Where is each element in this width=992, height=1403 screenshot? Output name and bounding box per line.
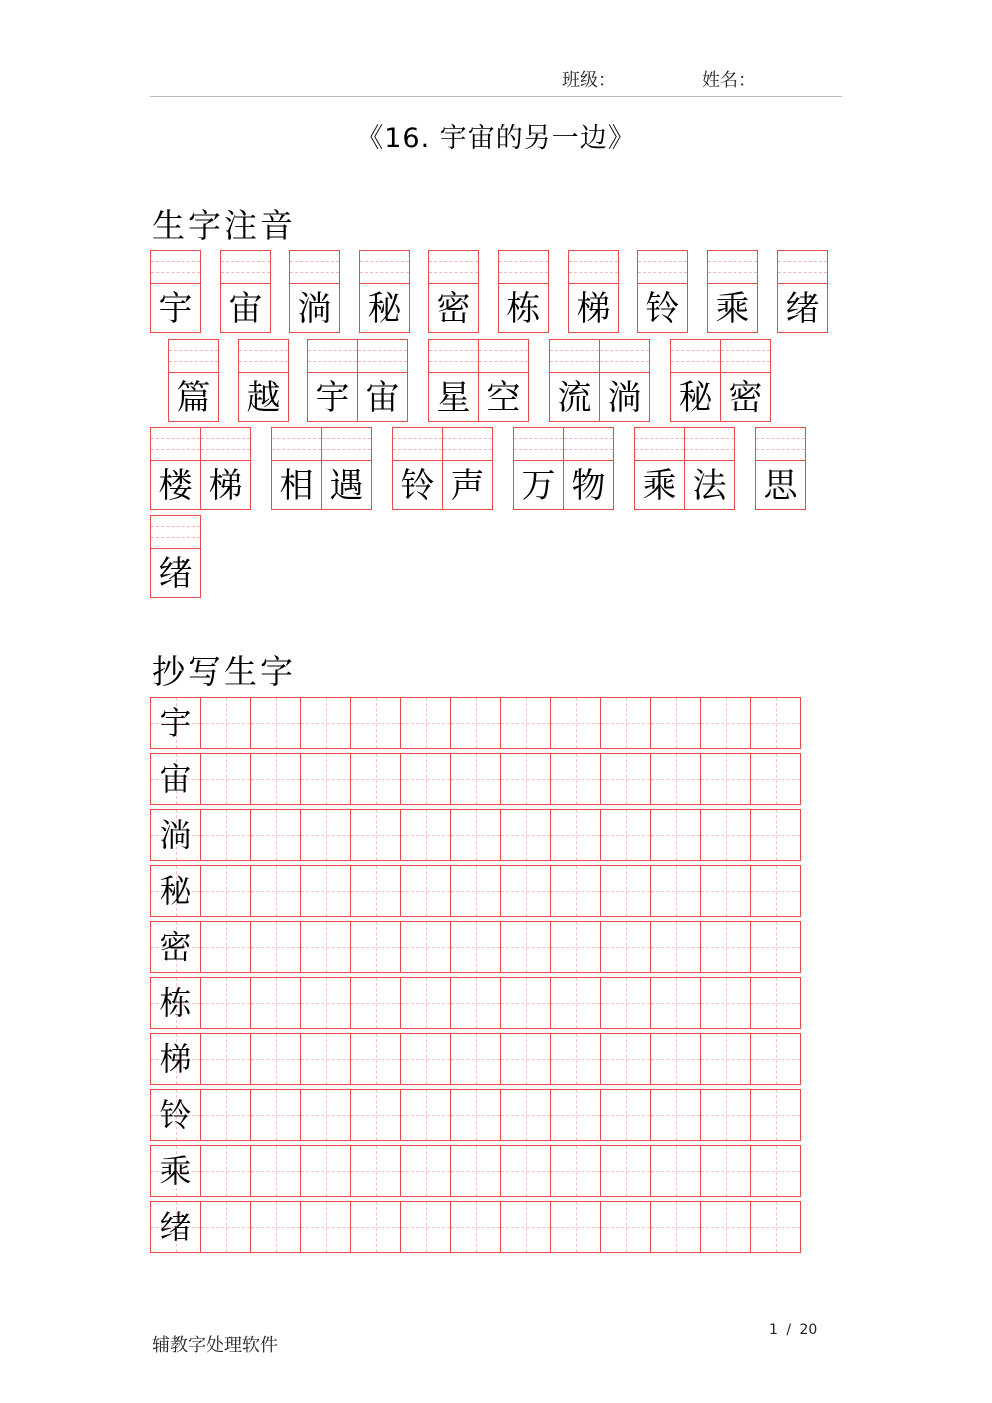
writing-cell[interactable] xyxy=(750,753,801,805)
pinyin-cell xyxy=(150,515,201,598)
writing-cell[interactable] xyxy=(750,1201,801,1253)
writing-cell[interactable] xyxy=(600,1145,651,1197)
writing-cell[interactable] xyxy=(550,921,601,973)
writing-cell[interactable] xyxy=(600,1201,651,1253)
writing-cell[interactable] xyxy=(700,1201,751,1253)
writing-cell[interactable] xyxy=(550,697,601,749)
copy-row xyxy=(150,809,818,861)
character-label: 铃 xyxy=(400,466,435,506)
writing-cell[interactable] xyxy=(200,1089,251,1141)
pinyin-cell xyxy=(150,250,201,333)
writing-cell[interactable] xyxy=(700,809,751,861)
character-label: 宙 xyxy=(228,289,263,329)
writing-cell[interactable] xyxy=(450,921,501,973)
pinyin-writing-lines[interactable] xyxy=(151,516,200,549)
page-title: 《16. 宇宙的另一边》 xyxy=(356,123,636,154)
writing-cell[interactable] xyxy=(600,921,651,973)
pinyin-cell xyxy=(777,250,828,333)
writing-cell[interactable] xyxy=(350,977,401,1029)
model-character: 密 xyxy=(159,928,192,966)
copy-row xyxy=(150,1201,818,1253)
pinyin-writing-lines[interactable] xyxy=(201,428,250,461)
writing-cell[interactable] xyxy=(750,1145,801,1197)
writing-cell[interactable] xyxy=(700,697,751,749)
character-label: 秘 xyxy=(678,378,713,418)
pinyin-writing-lines[interactable] xyxy=(272,428,321,461)
model-character-cell xyxy=(150,1089,201,1141)
writing-cell[interactable] xyxy=(200,1033,251,1085)
name-label: 姓名： xyxy=(702,70,756,91)
pinyin-cell xyxy=(307,339,358,422)
character-label: 楼 xyxy=(158,466,193,506)
pinyin-word-box xyxy=(513,427,614,510)
pinyin-writing-lines[interactable] xyxy=(151,251,200,284)
pinyin-cell xyxy=(563,427,614,510)
pinyin-cell xyxy=(707,250,758,333)
model-character-cell xyxy=(150,753,201,805)
writing-cell[interactable] xyxy=(250,1201,301,1253)
character-label: 越 xyxy=(246,378,281,418)
pinyin-word-box xyxy=(289,250,340,333)
writing-cell[interactable] xyxy=(500,753,551,805)
writing-cell[interactable] xyxy=(450,1033,501,1085)
character-label: 相 xyxy=(279,466,314,506)
writing-cell[interactable] xyxy=(200,697,251,749)
writing-cell[interactable] xyxy=(450,1145,501,1197)
pinyin-cell xyxy=(428,250,479,333)
writing-cell[interactable] xyxy=(700,865,751,917)
pinyin-writing-lines[interactable] xyxy=(600,340,649,373)
model-character-cell xyxy=(150,1145,201,1197)
character-label: 星 xyxy=(436,378,471,418)
writing-cell[interactable] xyxy=(750,921,801,973)
pinyin-word-box xyxy=(670,339,771,422)
pinyin-word-box xyxy=(755,427,806,510)
writing-cell[interactable] xyxy=(450,697,501,749)
writing-cell[interactable] xyxy=(250,1145,301,1197)
pinyin-cell xyxy=(321,427,372,510)
pinyin-writing-lines[interactable] xyxy=(756,428,805,461)
pinyin-word-box xyxy=(707,250,758,333)
writing-cell[interactable] xyxy=(400,1089,451,1141)
writing-cell[interactable] xyxy=(650,865,701,917)
character-label: 铃 xyxy=(645,289,680,329)
pinyin-word-box xyxy=(634,427,735,510)
writing-cell[interactable] xyxy=(700,1089,751,1141)
character-label: 思 xyxy=(763,466,798,506)
copy-row xyxy=(150,921,818,973)
writing-cell[interactable] xyxy=(500,921,551,973)
writing-cell[interactable] xyxy=(600,1089,651,1141)
pinyin-cell xyxy=(392,427,443,510)
writing-cell[interactable] xyxy=(400,1145,451,1197)
writing-cell[interactable] xyxy=(400,697,451,749)
writing-cell[interactable] xyxy=(700,1145,751,1197)
pinyin-cell xyxy=(289,250,340,333)
pinyin-writing-lines[interactable] xyxy=(308,340,357,373)
character-label: 法 xyxy=(692,466,727,506)
writing-cell[interactable] xyxy=(650,753,701,805)
pinyin-word-box xyxy=(568,250,619,333)
pinyin-cell xyxy=(442,427,493,510)
pinyin-cell xyxy=(637,250,688,333)
writing-cell[interactable] xyxy=(350,1033,401,1085)
writing-cell[interactable] xyxy=(350,1201,401,1253)
writing-cell[interactable] xyxy=(600,977,651,1029)
writing-cell[interactable] xyxy=(400,921,451,973)
writing-cell[interactable] xyxy=(450,865,501,917)
pinyin-cell xyxy=(150,427,201,510)
pinyin-word-box xyxy=(359,250,410,333)
writing-cell[interactable] xyxy=(400,1033,451,1085)
pinyin-word-box xyxy=(428,339,529,422)
model-character: 铃 xyxy=(159,1096,192,1134)
model-character: 宙 xyxy=(159,760,192,798)
pinyin-word-box xyxy=(637,250,688,333)
writing-cell[interactable] xyxy=(700,753,751,805)
writing-cell[interactable] xyxy=(400,1201,451,1253)
model-character-cell xyxy=(150,977,201,1029)
writing-cell[interactable] xyxy=(400,977,451,1029)
writing-cell[interactable] xyxy=(550,753,601,805)
writing-cell[interactable] xyxy=(400,865,451,917)
writing-cell[interactable] xyxy=(500,977,551,1029)
writing-cell[interactable] xyxy=(300,697,351,749)
writing-cell[interactable] xyxy=(350,865,401,917)
character-label: 宇 xyxy=(158,289,193,329)
pinyin-writing-lines[interactable] xyxy=(221,251,270,284)
pinyin-writing-lines[interactable] xyxy=(358,340,407,373)
writing-cell[interactable] xyxy=(300,809,351,861)
pinyin-word-box xyxy=(549,339,650,422)
writing-cell[interactable] xyxy=(400,753,451,805)
writing-cell[interactable] xyxy=(200,865,251,917)
character-label: 梯 xyxy=(576,289,611,329)
pinyin-writing-lines[interactable] xyxy=(564,428,613,461)
writing-cell[interactable] xyxy=(300,1145,351,1197)
pinyin-word-box xyxy=(777,250,828,333)
pinyin-writing-lines[interactable] xyxy=(778,251,827,284)
model-character: 秘 xyxy=(159,872,192,910)
pinyin-cell xyxy=(684,427,735,510)
pinyin-writing-lines[interactable] xyxy=(169,340,218,373)
writing-cell[interactable] xyxy=(350,1145,401,1197)
writing-cell[interactable] xyxy=(200,921,251,973)
pinyin-word-box xyxy=(392,427,493,510)
character-label: 篇 xyxy=(176,378,211,418)
writing-cell[interactable] xyxy=(550,865,601,917)
pinyin-cell xyxy=(513,427,564,510)
model-character-cell xyxy=(150,921,201,973)
pinyin-cell xyxy=(271,427,322,510)
copy-practice-grid xyxy=(150,697,818,1257)
pinyin-word-box xyxy=(150,515,201,598)
writing-cell[interactable] xyxy=(450,753,501,805)
writing-cell[interactable] xyxy=(550,1089,601,1141)
pinyin-writing-lines[interactable] xyxy=(635,428,684,461)
character-label: 乘 xyxy=(642,466,677,506)
pinyin-writing-lines[interactable] xyxy=(685,428,734,461)
writing-cell[interactable] xyxy=(700,921,751,973)
writing-cell[interactable] xyxy=(650,977,701,1029)
pinyin-writing-lines[interactable] xyxy=(708,251,757,284)
writing-cell[interactable] xyxy=(250,1033,301,1085)
pinyin-word-box xyxy=(150,250,201,333)
writing-cell[interactable] xyxy=(450,1089,501,1141)
writing-cell[interactable] xyxy=(650,1145,701,1197)
character-label: 宇 xyxy=(315,378,350,418)
writing-cell[interactable] xyxy=(250,865,301,917)
model-character: 绪 xyxy=(159,1208,192,1246)
writing-cell[interactable] xyxy=(500,865,551,917)
pinyin-word-box xyxy=(428,250,479,333)
pinyin-cell xyxy=(478,339,529,422)
model-character: 梯 xyxy=(159,1040,192,1078)
pinyin-word-box xyxy=(271,427,372,510)
writing-cell[interactable] xyxy=(750,1033,801,1085)
pinyin-cell xyxy=(568,250,619,333)
writing-cell[interactable] xyxy=(200,977,251,1029)
pinyin-writing-lines[interactable] xyxy=(721,340,770,373)
copy-row xyxy=(150,753,818,805)
pinyin-writing-lines[interactable] xyxy=(443,428,492,461)
writing-cell[interactable] xyxy=(600,697,651,749)
pinyin-cell xyxy=(357,339,408,422)
copy-row xyxy=(150,1145,818,1197)
pinyin-cell xyxy=(428,339,479,422)
copy-row xyxy=(150,697,818,749)
writing-cell[interactable] xyxy=(750,865,801,917)
writing-cell[interactable] xyxy=(450,977,501,1029)
pinyin-writing-lines[interactable] xyxy=(322,428,371,461)
writing-cell[interactable] xyxy=(250,921,301,973)
pinyin-cell xyxy=(755,427,806,510)
writing-cell[interactable] xyxy=(250,697,301,749)
pinyin-word-box xyxy=(307,339,408,422)
writing-cell[interactable] xyxy=(600,1033,651,1085)
writing-cell[interactable] xyxy=(750,1089,801,1141)
writing-cell[interactable] xyxy=(200,809,251,861)
pinyin-cell xyxy=(549,339,600,422)
pinyin-cell xyxy=(720,339,771,422)
model-character: 乘 xyxy=(159,1152,192,1190)
pinyin-writing-lines[interactable] xyxy=(499,251,548,284)
pinyin-writing-lines[interactable] xyxy=(239,340,288,373)
writing-cell[interactable] xyxy=(650,1089,701,1141)
model-character: 淌 xyxy=(159,816,192,854)
writing-cell[interactable] xyxy=(200,753,251,805)
character-label: 流 xyxy=(557,378,592,418)
pinyin-writing-lines[interactable] xyxy=(290,251,339,284)
copy-row xyxy=(150,1033,818,1085)
character-label: 梯 xyxy=(208,466,243,506)
pinyin-writing-lines[interactable] xyxy=(429,340,478,373)
writing-cell[interactable] xyxy=(500,1145,551,1197)
pinyin-writing-lines[interactable] xyxy=(360,251,409,284)
pinyin-word-box xyxy=(168,339,219,422)
pinyin-word-box xyxy=(498,250,549,333)
writing-cell[interactable] xyxy=(550,809,601,861)
writing-cell[interactable] xyxy=(550,1201,601,1253)
pinyin-cell xyxy=(220,250,271,333)
pinyin-writing-lines[interactable] xyxy=(671,340,720,373)
character-label: 空 xyxy=(486,378,521,418)
character-label: 宙 xyxy=(365,378,400,418)
pinyin-cell xyxy=(200,427,251,510)
writing-cell[interactable] xyxy=(200,1201,251,1253)
class-label: 班级： xyxy=(562,70,616,91)
writing-cell[interactable] xyxy=(250,809,301,861)
pinyin-cell xyxy=(168,339,219,422)
writing-cell[interactable] xyxy=(500,697,551,749)
writing-cell[interactable] xyxy=(700,977,751,1029)
writing-cell[interactable] xyxy=(700,1033,751,1085)
writing-cell[interactable] xyxy=(400,809,451,861)
writing-cell[interactable] xyxy=(650,1033,701,1085)
writing-cell[interactable] xyxy=(450,809,501,861)
writing-cell[interactable] xyxy=(350,753,401,805)
footer-software-name: 辅教字处理软件 xyxy=(152,1335,278,1356)
writing-cell[interactable] xyxy=(500,809,551,861)
writing-cell[interactable] xyxy=(350,1089,401,1141)
model-character-cell xyxy=(150,1033,201,1085)
writing-cell[interactable] xyxy=(250,1089,301,1141)
pinyin-writing-lines[interactable] xyxy=(569,251,618,284)
writing-cell[interactable] xyxy=(550,1145,601,1197)
writing-cell[interactable] xyxy=(350,697,401,749)
writing-cell[interactable] xyxy=(350,921,401,973)
pinyin-word-box xyxy=(150,427,251,510)
writing-cell[interactable] xyxy=(600,753,651,805)
character-label: 密 xyxy=(728,378,763,418)
copy-row xyxy=(150,1089,818,1141)
writing-cell[interactable] xyxy=(300,1089,351,1141)
pinyin-writing-lines[interactable] xyxy=(550,340,599,373)
writing-cell[interactable] xyxy=(600,865,651,917)
pinyin-cell xyxy=(670,339,721,422)
copy-row xyxy=(150,865,818,917)
writing-cell[interactable] xyxy=(750,697,801,749)
writing-cell[interactable] xyxy=(750,809,801,861)
character-label: 物 xyxy=(571,466,606,506)
model-character: 宇 xyxy=(159,704,192,742)
pinyin-writing-lines[interactable] xyxy=(393,428,442,461)
section-copy-heading: 抄写生字 xyxy=(152,652,296,691)
writing-cell[interactable] xyxy=(300,753,351,805)
character-label: 绪 xyxy=(158,554,193,594)
writing-cell[interactable] xyxy=(650,697,701,749)
pinyin-word-box xyxy=(238,339,289,422)
section-pinyin-heading: 生字注音 xyxy=(152,206,296,245)
character-label: 淌 xyxy=(297,289,332,329)
writing-cell[interactable] xyxy=(450,1201,501,1253)
writing-cell[interactable] xyxy=(350,809,401,861)
writing-cell[interactable] xyxy=(650,1201,701,1253)
pinyin-writing-lines[interactable] xyxy=(479,340,528,373)
model-character-cell xyxy=(150,865,201,917)
writing-cell[interactable] xyxy=(300,865,351,917)
pinyin-word-box xyxy=(220,250,271,333)
pinyin-writing-lines[interactable] xyxy=(514,428,563,461)
character-label: 遇 xyxy=(329,466,364,506)
writing-cell[interactable] xyxy=(300,1033,351,1085)
writing-cell[interactable] xyxy=(200,1145,251,1197)
pinyin-writing-lines[interactable] xyxy=(429,251,478,284)
pinyin-writing-lines[interactable] xyxy=(151,428,200,461)
writing-cell[interactable] xyxy=(500,1033,551,1085)
copy-row xyxy=(150,977,818,1029)
character-label: 绪 xyxy=(785,289,820,329)
pinyin-cell xyxy=(634,427,685,510)
writing-cell[interactable] xyxy=(300,1201,351,1253)
writing-cell[interactable] xyxy=(500,1089,551,1141)
character-label: 栋 xyxy=(506,289,541,329)
page-number: 1 / 20 xyxy=(769,1322,818,1338)
writing-cell[interactable] xyxy=(650,921,701,973)
character-label: 淌 xyxy=(607,378,642,418)
writing-cell[interactable] xyxy=(650,809,701,861)
writing-cell[interactable] xyxy=(600,809,651,861)
character-label: 声 xyxy=(450,466,485,506)
writing-cell[interactable] xyxy=(500,1201,551,1253)
writing-cell[interactable] xyxy=(550,1033,601,1085)
pinyin-cell xyxy=(498,250,549,333)
writing-cell[interactable] xyxy=(750,977,801,1029)
model-character: 栋 xyxy=(159,984,192,1022)
writing-cell[interactable] xyxy=(300,921,351,973)
model-character-cell xyxy=(150,697,201,749)
model-character-cell xyxy=(150,1201,201,1253)
pinyin-cell xyxy=(359,250,410,333)
pinyin-cell xyxy=(238,339,289,422)
writing-cell[interactable] xyxy=(550,977,601,1029)
pinyin-writing-lines[interactable] xyxy=(638,251,687,284)
writing-cell[interactable] xyxy=(250,977,301,1029)
character-label: 秘 xyxy=(367,289,402,329)
writing-cell[interactable] xyxy=(300,977,351,1029)
character-label: 万 xyxy=(521,466,556,506)
writing-cell[interactable] xyxy=(250,753,301,805)
model-character-cell xyxy=(150,809,201,861)
character-label: 乘 xyxy=(715,289,750,329)
pinyin-cell xyxy=(599,339,650,422)
character-label: 密 xyxy=(436,289,471,329)
